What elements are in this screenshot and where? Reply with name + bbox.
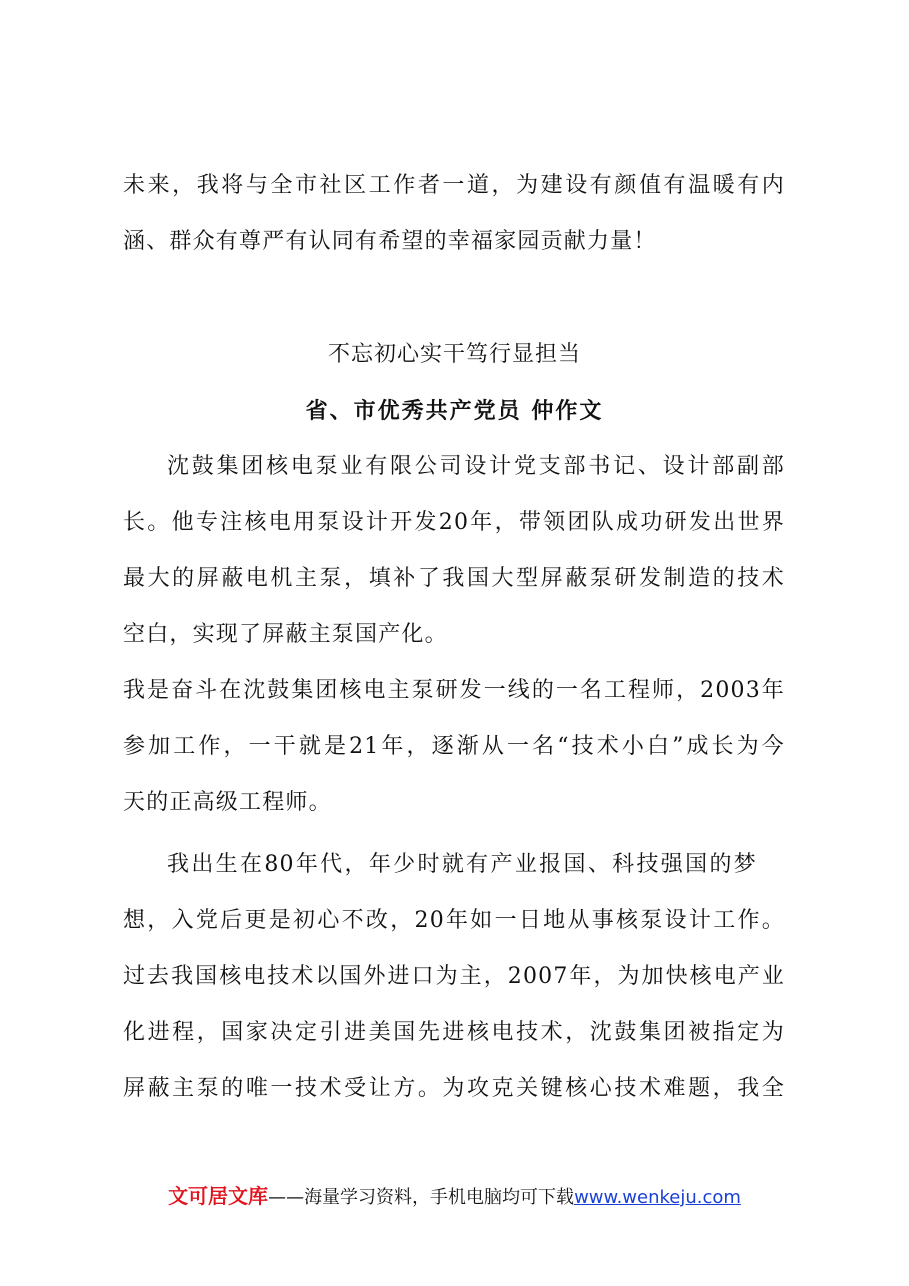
text-line: 沈鼓集团核电泵业有限公司设计党支部书记、设计部副部 <box>167 454 785 479</box>
text-line: 化进程，国家决定引进美国先进核电技术，沈鼓集团被指定为 <box>123 1020 785 1045</box>
article-title: 不忘初心实干笃行显担当 <box>327 342 581 367</box>
text-line: 参加工作，一干就是21年，逐渐从一名“技术小白”成长为今 <box>123 734 785 759</box>
text-line: 长。他专注核电用泵设计开发20年，带领团队成功研发出世界 <box>123 510 785 535</box>
text-line: 未来，我将与全市社区工作者一道，为建设有颜值有温暖有内 <box>123 173 785 198</box>
text-line: 过去我国核电技术以国外进口为主，2007年，为加快核电产业 <box>123 964 785 989</box>
text-line: 天的正高级工程师。 <box>123 790 332 815</box>
footer-link[interactable]: www.wenkeju.com <box>574 1187 741 1208</box>
footer-banner <box>0 1182 909 1212</box>
footer-brand: 文可居文库 <box>168 1184 269 1208</box>
text-line: 我出生在80年代，年少时就有产业报国、科技强国的梦 <box>167 852 757 877</box>
text-line: 屏蔽主泵的唯一技术受让方。为攻克关键核心技术难题，我全 <box>123 1076 785 1101</box>
text-line: 想，入党后更是初心不改，20年如一日地从事核泵设计工作。 <box>123 908 785 933</box>
text-line: 我是奋斗在沈鼓集团核电主泵研发一线的一名工程师，2003年 <box>123 678 785 703</box>
text-line: 最大的屏蔽电机主泵，填补了我国大型屏蔽泵研发制造的技术 <box>123 566 785 591</box>
article-byline: 省、市优秀共产党员 仲作文 <box>305 398 604 424</box>
footer-tagline: ——海量学习资料，手机电脑均可下载 <box>268 1187 575 1208</box>
text-line: 空白，实现了屏蔽主泵国产化。 <box>123 622 448 647</box>
text-line: 涵、群众有尊严有认同有希望的幸福家园贡献力量！ <box>123 229 657 254</box>
